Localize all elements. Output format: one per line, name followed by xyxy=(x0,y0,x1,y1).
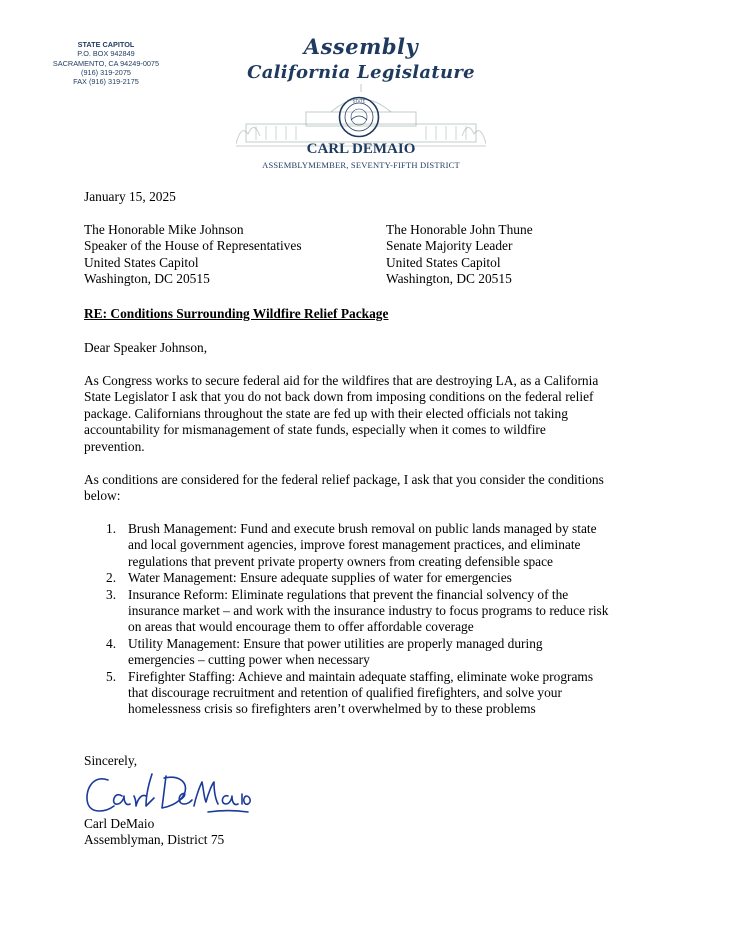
subject-line: RE: Conditions Surrounding Wildfire Relief Package xyxy=(84,306,389,321)
body-paragraph-2 xyxy=(84,472,654,505)
list-item-number: 2. xyxy=(106,570,117,586)
address-line: STATE CAPITOL xyxy=(77,40,135,49)
paragraph-line: prevention. xyxy=(84,438,145,454)
salutation: Dear Speaker Johnson, xyxy=(84,340,208,355)
recipient-line: Senate Majority Leader xyxy=(386,238,513,254)
list-item-line: Utility Management: Ensure that power utilities are properly managed during xyxy=(128,635,543,651)
list-item-number: 1. xyxy=(106,521,117,536)
list-item-number: 5. xyxy=(106,668,117,684)
body-paragraph-1 xyxy=(84,373,654,455)
recipient-line: The Honorable Mike Johnson xyxy=(84,222,244,237)
list-item-line: insurance market – and work with the insurance industry to focus programs to reduce risk xyxy=(128,603,609,619)
list-item-line: Insurance Reform: Eliminate regulations that prevent the financial solvency of the xyxy=(128,586,569,602)
list-item-number: 4. xyxy=(106,635,117,651)
paragraph-line: below: xyxy=(84,488,121,504)
list-item xyxy=(84,521,664,570)
letterhead-member-name: CARL DEMAIO xyxy=(306,141,416,157)
list-item xyxy=(84,587,664,636)
letterhead-member-title: ASSEMBLYMEMBER, SEVENTY-FIFTH DISTRICT xyxy=(262,160,460,170)
closing: Sincerely, xyxy=(84,753,138,768)
paragraph-line: As Congress works to secure federal aid for the wildfires that are destroying LA, as a California xyxy=(84,373,599,388)
recipient-line: Washington, DC 20515 xyxy=(84,271,210,287)
signer-name: Carl DeMaio xyxy=(84,816,155,831)
list-item-line: and local government agencies, improve forest management practices, and eliminate xyxy=(128,537,581,553)
list-item-line: regulations that prevent private property owners from creating defensible space xyxy=(128,553,553,569)
address-line: (916) 319-2075 xyxy=(81,67,131,77)
list-item-line: on areas that would encourage them to offer affordable coverage xyxy=(128,619,474,635)
recipient-line: Speaker of the House of Representatives xyxy=(84,238,302,254)
address-line: P.O. BOX 942849 xyxy=(77,49,135,59)
paragraph-line: accountability for mismanagement of state funds, especially when it comes to wildfire xyxy=(84,422,546,438)
conditions-list xyxy=(84,521,664,718)
paragraph-line: State Legislator I ask that you do not back down from imposing conditions on the federal relief xyxy=(84,389,594,405)
list-item-line: Water Management: Ensure adequate supplies of water for emergencies xyxy=(128,570,512,586)
list-item-line: Firefighter Staffing: Achieve and maintain adequate staffing, eliminate woke programs xyxy=(128,668,594,684)
list-item-line: that discourage recruitment and retention of qualified firefighters, and solve your xyxy=(128,685,562,701)
paragraph-line: package. Californians throughout the state are fed up with their elected officials not taking xyxy=(84,405,568,421)
recipient-block-2 xyxy=(386,222,533,288)
signer-title: Assemblyman, District 75 xyxy=(84,832,225,847)
recipient-line: The Honorable John Thune xyxy=(386,222,533,237)
address-line: SACRAMENTO, CA 94249-0075 xyxy=(52,58,160,68)
letterhead-assembly: Assembly xyxy=(303,34,419,59)
list-item-line: emergencies – cutting power when necessary xyxy=(128,652,370,668)
letter-date: January 15, 2025 xyxy=(84,189,176,204)
list-item xyxy=(84,636,664,669)
letterhead-address xyxy=(38,40,174,86)
list-item xyxy=(84,570,664,586)
recipient-block-1 xyxy=(84,222,302,288)
list-item xyxy=(84,669,664,718)
letterhead-legislature: California Legislature xyxy=(247,62,475,83)
list-item-number: 3. xyxy=(106,586,117,602)
list-item-line: Brush Management: Fund and execute brush removal on public lands managed by state xyxy=(128,521,597,536)
address-line: FAX (916) 319-2175 xyxy=(73,77,139,87)
recipient-line: United States Capitol xyxy=(84,254,199,270)
list-item-line: homelessness crisis so firefighters aren’t overwhelmed by to these problems xyxy=(128,701,536,717)
state-seal-icon xyxy=(338,96,380,138)
recipient-line: Washington, DC 20515 xyxy=(386,271,512,287)
handwritten-signature-icon xyxy=(82,766,252,818)
recipient-line: United States Capitol xyxy=(386,254,501,270)
paragraph-line: As conditions are considered for the federal relief package, I ask that you consider the conditions xyxy=(84,472,604,487)
svg-text:STATE: STATE xyxy=(352,98,366,104)
